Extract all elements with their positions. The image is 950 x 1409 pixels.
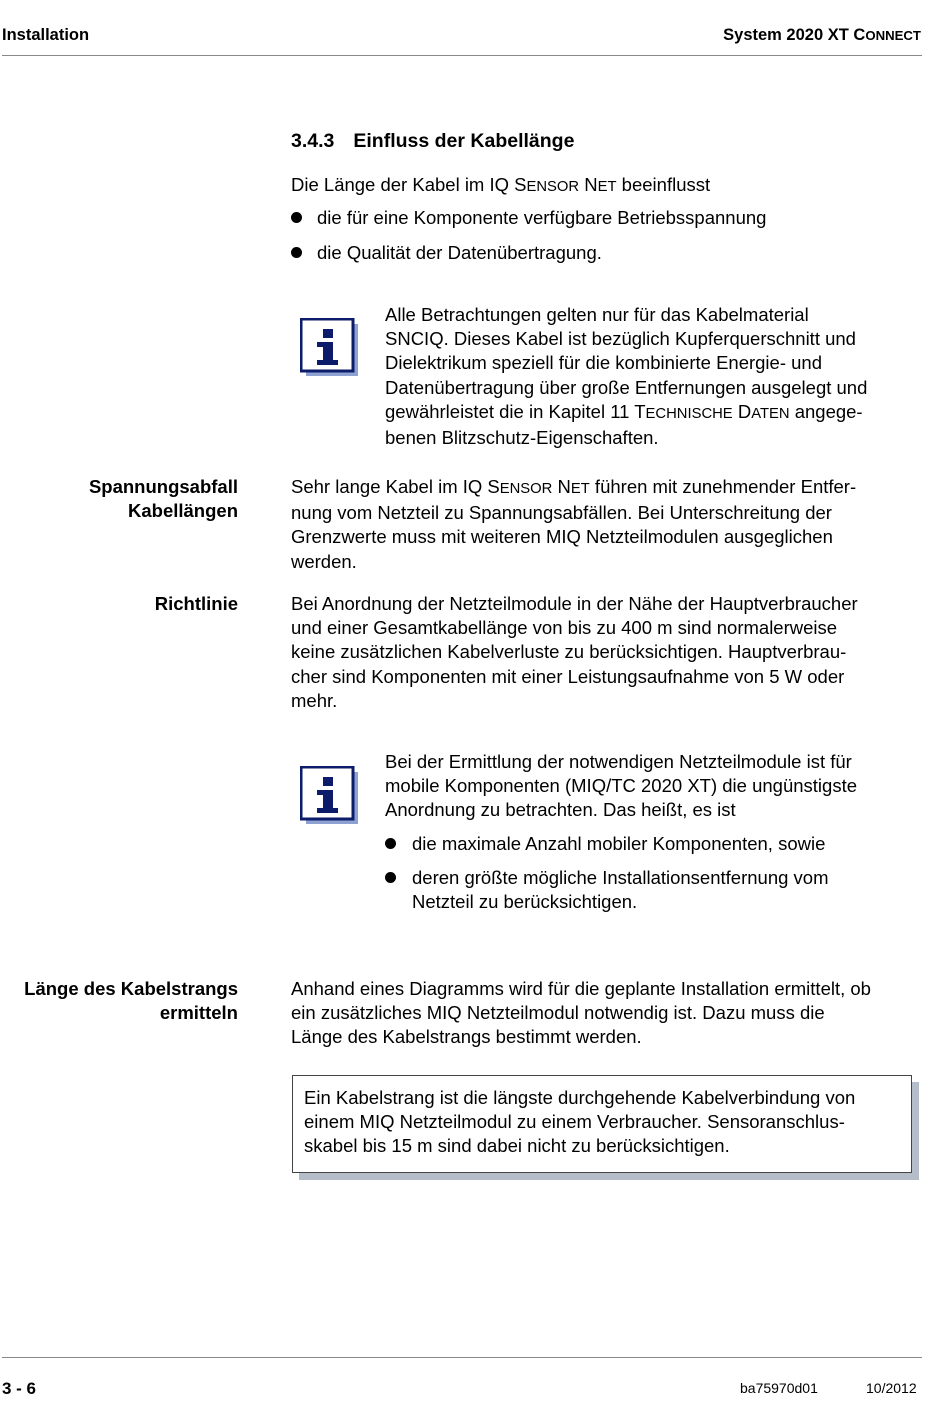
definition-box [292,1075,912,1173]
header-section-label: Installation [2,26,90,44]
section-heading [291,130,574,153]
note-text: Alle Betrachtungen gelten nur für das Kabelmaterial SNCIQ. Dieses Kabel ist bezüglich Kupferquerschnitt und Dielektrikum speziell für die kombinierte Energie- und Datenübertragung über große Entfernungen ausgelegt und gewährleistet die in Kapitel 11 TECHNISCHE DATEN angege- benen Blitzschutz-Eigenschaften. [385,304,868,449]
section-number: 3.4.3 [291,130,335,152]
bullet-icon [291,212,302,223]
header-product-name: System 2020 XT CONNECT [723,26,921,44]
definition-text: Ein Kabelstrang ist die längste durchgehende Kabelverbindung von einem MIQ Netzteilmodul zu einem Verbraucher. Sensoranschlus- skabel bis 15 m sind dabei nicht zu berücksichtigen. [304,1087,856,1157]
footer-rule [2,1357,922,1358]
list-item: die für eine Komponente verfügbare Betriebsspannung [291,206,766,230]
list-item: deren größte mögliche Installationsentfernung vom Netzteil zu berücksichtigen. [385,866,829,914]
page-number: 3 - 6 [2,1379,37,1398]
header-rule [2,55,922,56]
note-text: Bei der Ermittlung der notwendigen Netzteilmodule ist für mobile Komponenten (MIQ/TC 2020 XT) die ungünstigste Anordnung zu betrachten. Das heißt, es ist [385,751,857,821]
side-heading-laenge-kabelstrang: Länge des Kabelstrangs ermitteln [24,978,238,1024]
side-heading-richtlinie: Richtlinie [154,593,238,614]
bullet-icon [291,247,302,258]
info-icon [300,318,358,381]
document-date: 10/2012 [866,1380,917,1396]
section-title: Einfluss der Kabellänge [353,130,575,152]
bullet-icon [385,872,396,883]
intro-text: Die Länge der Kabel im IQ SENSOR NET beeinflusst [291,174,711,195]
side-heading-spannungsabfall: Spannungsabfall Kabellängen [88,476,238,522]
list-item: die Qualität der Datenübertragung. [291,241,602,265]
info-icon [300,766,358,829]
paragraph-laenge-kabelstrang: Anhand eines Diagramms wird für die geplante Installation ermittelt, ob ein zusätzliches MIQ Netzteilmodul notwendig ist. Dazu muss die Länge des Kabelstrangs bestimmt werden. [291,978,871,1048]
document-id: ba75970d01 [740,1380,818,1396]
paragraph-spannungsabfall: Sehr lange Kabel im IQ SENSOR NET führen mit zunehmender Entfer- nung vom Netzteil zu Spannungsabfällen. Bei Unterschreitung der Grenzwerte muss mit weiteren MIQ Netzteilmodulen ausgeglichen werden. [291,476,857,572]
paragraph-richtlinie: Bei Anordnung der Netzteilmodule in der Nähe der Hauptverbraucher und einer Gesamtkabellänge von bis zu 400 m sind normalerweise keine zusätzlichen Kabelverluste zu berücksichtigen. Hauptverbrau- cher sind Komponenten mit einer Leistungsaufnahme von 5 W oder mehr. [291,593,858,711]
bullet-icon [385,838,396,849]
list-item: die maximale Anzahl mobiler Komponenten, sowie [385,832,825,856]
